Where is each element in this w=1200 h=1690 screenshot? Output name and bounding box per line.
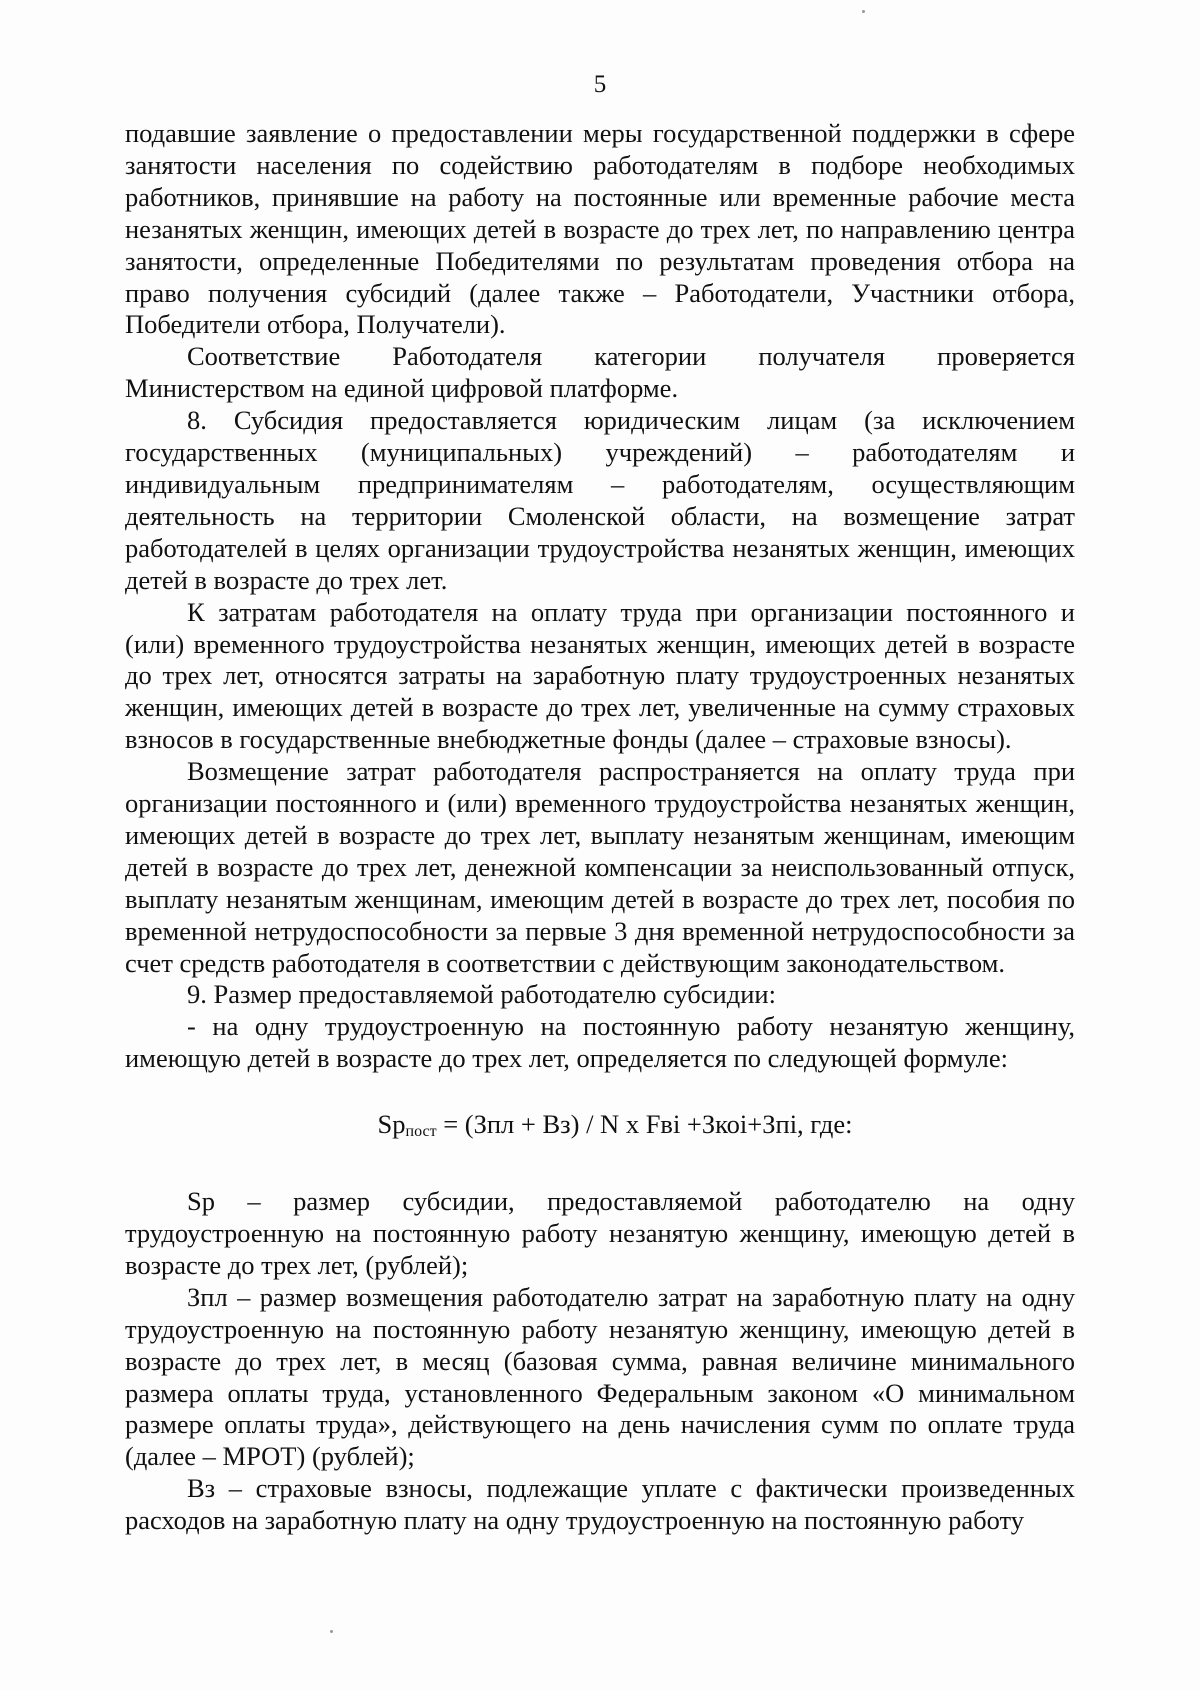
paragraph-8-subsidy: 8. Субсидия предоставляется юридическим лицам (за исключением государственных (муниципальных) учреждений) – работодателям и индивидуальным предпринимателям – работодателям, осуществляющим деятельность на территории Смоленской области, на возмещение затрат работодателей в целях организации трудоустройства незанятых женщин, имеющих детей в возрасте до трех лет. (125, 405, 1075, 595)
paragraph-labor-costs: К затратам работодателя на оплату труда при организации постоянного и (или) временного трудоустройства незанятых женщин, имеющих детей в возрасте до трех лет, относятся затраты на заработную плату трудоустроенных незанятых женщин, имеющих детей в возрасте до трех лет, увеличенные на сумму страховых взносов в государственные внебюджетные фонды (далее – страховые взносы). (125, 596, 1075, 755)
paragraph-recipients: подавшие заявление о предоставлении меры государственной поддержки в сфере занятости населения по содействию работодателям в подборе необходимых работников, принявшие на работу на постоянные или временные рабочие места незанятых женщин, имеющих детей в возрасте до трех лет, по направлению центра занятости, определенные Победителями по результатам проведения отбора на право получения субсидий (далее также – Работодатели, Участники отбора, Победители отбора, Получатели). (125, 118, 1075, 340)
definition-sp: Sp – размер субсидии, предоставляемой работодателю на одну трудоустроенную на постоянную работу незанятую женщину, имеющую детей в возрасте до трех лет, (рублей); (125, 1186, 1075, 1280)
page-number: 5 (593, 71, 607, 98)
definition-vz: Вз – страховые взносы, подлежащие уплате с фактически произведенных расходов на заработную плату на одну трудоустроенную на постоянную работу (125, 1473, 1075, 1536)
paragraph-formula-intro: - на одну трудоустроенную на постоянную работу незанятую женщину, имеющую детей в возрасте до трех лет, определяется по следующей формуле: (125, 1011, 1075, 1074)
scan-speck (330, 1630, 333, 1633)
formula-lhs: Sp (377, 1109, 406, 1140)
formula-lhs-subscript: пост (405, 1123, 437, 1141)
scan-speck (862, 10, 865, 13)
paragraph-9-size: 9. Размер предоставляемой работодателю субсидии: (187, 979, 776, 1010)
subsidy-formula (125, 1109, 1075, 1148)
paragraph-reimbursement: Возмещение затрат работодателя распространяется на оплату труда при организации постоянного и (или) временного трудоустройства незанятых женщин, имеющих детей в возрасте до трех лет, выплату незанятым женщинам, имеющим детей в возрасте до трех лет, денежной компенсации за неиспользованный отпуск, выплату незанятым женщинам, имеющим детей в возрасте до трех лет, пособия по временной нетрудоспособности за первые 3 дня временной нетрудоспособности за счет средств работодателя в соответствии с действующим законодательством. (125, 756, 1075, 978)
formula-rhs: = (Зпл + Вз) / N x Fвi +Зкоi+Зпi, где: (436, 1109, 853, 1140)
definition-zpl: Зпл – размер возмещения работодателю затрат на заработную плату на одну трудоустроенную на постоянную работу незанятую женщину, имеющую детей в возрасте до трех лет, в месяц (базовая сумма, равная величине минимального размера оплаты труда, установленного Федеральным законом «О минимальном размере оплаты труда», действующего на день начисления сумм по оплате труда (далее – МРОТ) (рублей); (125, 1281, 1075, 1472)
paragraph-compliance: Соответствие Работодателя категории получателя проверяется Министерством на единой цифровой платформе. (125, 341, 1075, 404)
document-body (125, 118, 1075, 1537)
